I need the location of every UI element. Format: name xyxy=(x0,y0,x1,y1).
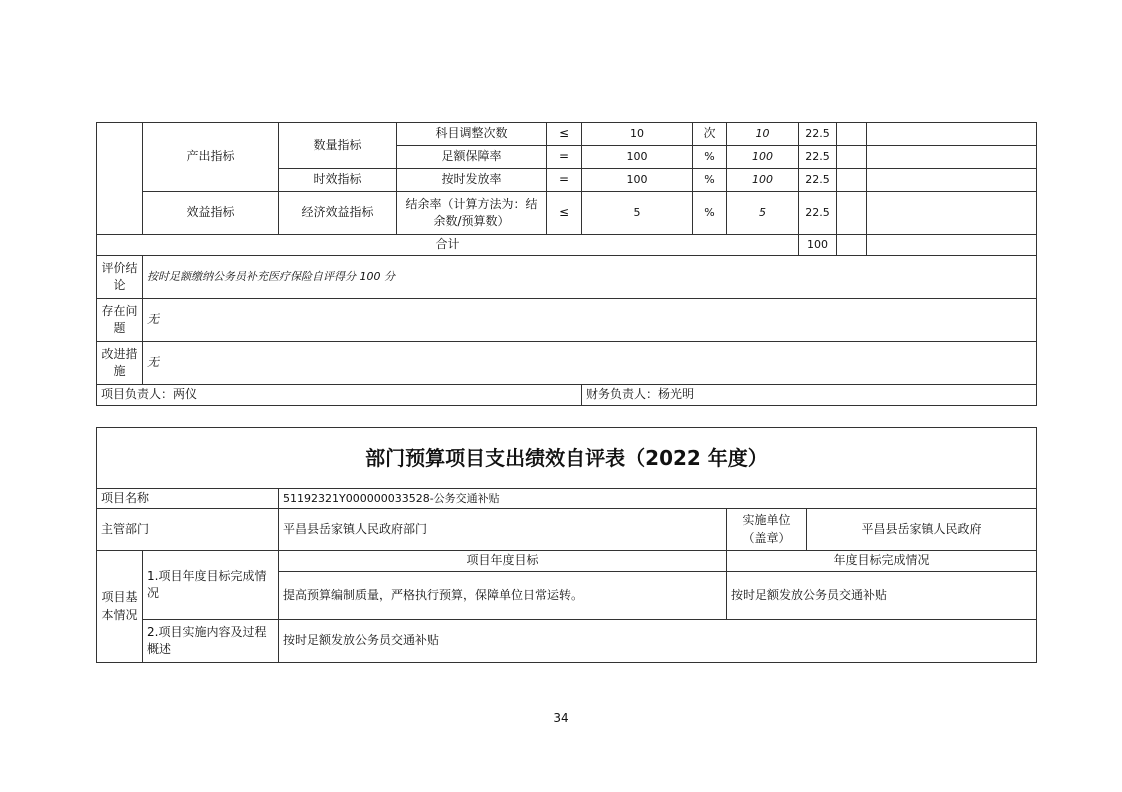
table-row xyxy=(97,192,1037,235)
item1-completion: 按时足额发放公务员交通补贴 xyxy=(727,572,1037,620)
target-value: 100 xyxy=(582,169,693,192)
table-row xyxy=(97,123,1037,146)
weight: 22.5 xyxy=(799,192,837,235)
level1-indicator: 产出指标 xyxy=(143,123,279,192)
basic-info-label: 项目基本情况 xyxy=(97,551,143,663)
total-label: 合计 xyxy=(97,235,799,256)
total-score xyxy=(837,235,867,256)
col-target-header: 项目年度目标 xyxy=(279,551,727,572)
indicator-name: 结余率（计算方法为：结余数/预算数） xyxy=(397,192,547,235)
total-note xyxy=(867,235,1037,256)
project-leader: 项目负责人：两仪 xyxy=(97,385,582,406)
item2-text: 按时足额发放公务员交通补贴 xyxy=(279,620,1037,663)
unit: % xyxy=(693,146,727,169)
score xyxy=(837,146,867,169)
improve-label: 改进措施 xyxy=(97,342,143,385)
operator: = xyxy=(547,146,582,169)
note xyxy=(867,146,1037,169)
col-completion-header: 年度目标完成情况 xyxy=(727,551,1037,572)
indicator-name: 按时发放率 xyxy=(397,169,547,192)
issues-label: 存在问题 xyxy=(97,299,143,342)
conclusion-row xyxy=(97,256,1037,299)
issues-text: 无 xyxy=(143,299,1037,342)
form-title: 部门预算项目支出绩效自评表（2022 年度） xyxy=(97,428,1037,489)
score xyxy=(837,123,867,146)
target-value: 10 xyxy=(582,123,693,146)
item1-target: 提高预算编制质量，严格执行预算，保障单位日常运转。 xyxy=(279,572,727,620)
indicator-name: 科目调整次数 xyxy=(397,123,547,146)
header-row xyxy=(97,551,1037,572)
item2-label: 2.项目实施内容及过程概述 xyxy=(143,620,279,663)
target-value: 5 xyxy=(582,192,693,235)
level2-indicator: 数量指标 xyxy=(279,123,397,169)
weight: 22.5 xyxy=(799,123,837,146)
title-row xyxy=(97,428,1037,489)
score xyxy=(837,169,867,192)
note xyxy=(867,123,1037,146)
level1-indicator: 效益指标 xyxy=(143,192,279,235)
weight: 22.5 xyxy=(799,169,837,192)
impl-unit-value: 平昌县岳家镇人民政府 xyxy=(807,509,1037,551)
operator: ≤ xyxy=(547,192,582,235)
improve-row xyxy=(97,342,1037,385)
impl-unit-label: 实施单位（盖章） xyxy=(727,509,807,551)
total-row xyxy=(97,235,1037,256)
weight: 22.5 xyxy=(799,146,837,169)
signature-row xyxy=(97,385,1037,406)
project-name-value: 51192321Y000000033528-公务交通补贴 xyxy=(279,489,1037,509)
level2-indicator: 时效指标 xyxy=(279,169,397,192)
indicator-name: 足额保障率 xyxy=(397,146,547,169)
unit: % xyxy=(693,169,727,192)
performance-indicator-table xyxy=(96,122,1037,406)
category-cell xyxy=(97,123,143,235)
unit: % xyxy=(693,192,727,235)
project-name-label: 项目名称 xyxy=(97,489,279,509)
improve-text: 无 xyxy=(143,342,1037,385)
finance-leader: 财务负责人：杨光明 xyxy=(582,385,1037,406)
item1-label: 1.项目年度目标完成情况 xyxy=(143,551,279,620)
actual-value: 10 xyxy=(727,123,799,146)
dept-label: 主管部门 xyxy=(97,509,279,551)
page-number: 34 xyxy=(553,711,569,725)
unit: 次 xyxy=(693,123,727,146)
issues-row xyxy=(97,299,1037,342)
note xyxy=(867,192,1037,235)
actual-value: 5 xyxy=(727,192,799,235)
conclusion-text: 按时足额缴纳公务员补充医疗保险自评得分 100 分 xyxy=(143,256,1037,299)
level2-indicator: 经济效益指标 xyxy=(279,192,397,235)
score xyxy=(837,192,867,235)
item2-row xyxy=(97,620,1037,663)
actual-value: 100 xyxy=(727,146,799,169)
conclusion-label: 评价结论 xyxy=(97,256,143,299)
target-value: 100 xyxy=(582,146,693,169)
actual-value: 100 xyxy=(727,169,799,192)
department-row xyxy=(97,509,1037,551)
project-name-row xyxy=(97,489,1037,509)
dept-value: 平昌县岳家镇人民政府部门 xyxy=(279,509,727,551)
note xyxy=(867,169,1037,192)
total-weight: 100 xyxy=(799,235,837,256)
operator: = xyxy=(547,169,582,192)
self-evaluation-form xyxy=(96,427,1037,663)
operator: ≤ xyxy=(547,123,582,146)
